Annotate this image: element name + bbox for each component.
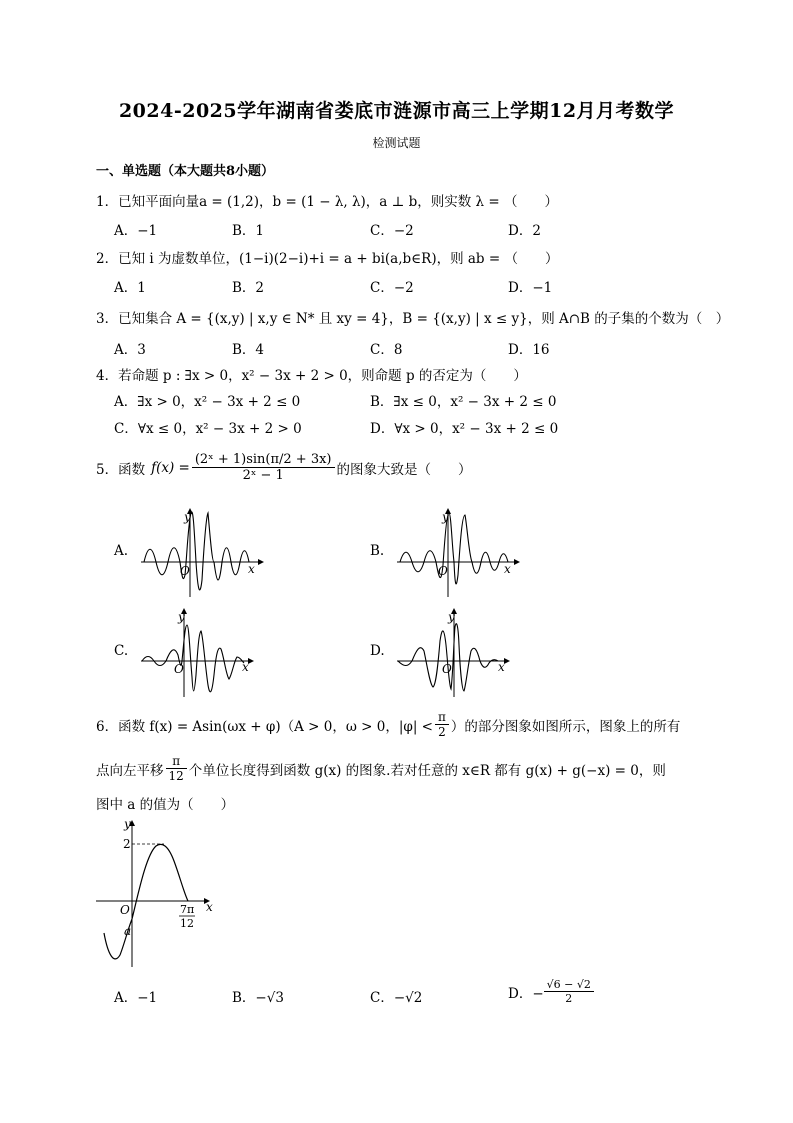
q6-line1-a: 6．函数 f(x) = Asin(ωx + φ)（A > 0，ω > 0，|φ| < (96, 718, 433, 735)
q6-line1-den: 2 (438, 725, 446, 739)
page-subtitle: 检测试题 (372, 136, 421, 150)
q5d-y-label: y (448, 610, 455, 624)
q6-line2-fraction (166, 754, 187, 783)
q5-suffix: 的图象大致是（ ） (336, 461, 472, 478)
q6-line2-num: π (166, 754, 187, 769)
q4-option-c: C．∀x ≤ 0，x² − 3x + 2 > 0 (114, 421, 302, 437)
q4-option-b: B．∃x ≤ 0，x² − 3x + 2 ≤ 0 (370, 394, 557, 410)
q6-option-d (508, 978, 594, 1005)
q6-option-d-den: 2 (565, 992, 573, 1005)
q5d-x-label: x (498, 660, 505, 674)
q5c-y-label: y (178, 610, 185, 624)
q6-option-c: C．−√2 (370, 990, 423, 1006)
q6-line1-num: π (435, 710, 449, 725)
q6-line2-b: 个单位长度得到函数 g(x) 的图象.若对任意的 x∈R 都有 g(x) + g(−x) = 0，则 (188, 762, 666, 779)
section-heading: 一、单选题（本大题共8小题） (96, 164, 275, 179)
q5c-origin: O (174, 662, 184, 676)
q6-a-label: a (124, 924, 132, 938)
q6-graph (92, 815, 222, 970)
q5-option-b-label: B. (370, 543, 385, 559)
q3-option-c: C．8 (370, 342, 403, 358)
q5b-x-label: x (504, 562, 511, 576)
q5-graph-a (136, 505, 266, 599)
question-1-text: 1．已知平面向量a = (1,2)，b = (1 − λ, λ)，a ⊥ b，则实数 λ = （ ） (96, 194, 558, 210)
question-2-text: 2．已知 i 为虚数单位，(1−i)(2−i)+i = a + bi(a,b∈R)，则 ab = （ ） (96, 251, 559, 267)
q6-peak-label: 2 (123, 837, 131, 851)
q5a-y-label: y (184, 510, 191, 524)
q5-denominator: 2ˣ − 1 (242, 468, 284, 483)
q2-option-c: C．−2 (370, 280, 414, 296)
q5-option-c-label: C. (114, 643, 129, 659)
q6-option-d-num: √6 − √2 (544, 978, 594, 992)
question-4-text: 4．若命题 p : ∃x > 0，x² − 3x + 2 > 0，则命题 p 的否定为（ ） (96, 368, 527, 384)
q6-y-label: y (124, 817, 131, 831)
q5-graph-d (392, 605, 522, 699)
q6-option-b: B．−√3 (232, 990, 284, 1006)
q5a-origin: O (180, 564, 190, 578)
q3-option-a: A．3 (114, 342, 146, 358)
q6-line2-den: 12 (168, 769, 184, 783)
q5-numerator: (2ˣ + 1)sin(π/2 + 3x) (192, 452, 335, 468)
q5-graph-c (136, 605, 266, 699)
question-5-text (96, 452, 472, 483)
q6-option-d-fraction (544, 978, 594, 1005)
q5-fraction (192, 452, 335, 483)
page-title: 2024-2025学年湖南省娄底市涟源市高三上学期12月月考数学 (118, 100, 675, 122)
q6-zero-den: 12 (180, 917, 194, 930)
q5-option-a-label: A. (114, 543, 129, 559)
q1-option-b: B．1 (232, 223, 265, 239)
q3-option-d: D．16 (508, 342, 550, 358)
q6-zero-num: 7π (180, 903, 195, 916)
q5b-y-label: y (442, 510, 449, 524)
q1-option-a: A．−1 (114, 223, 158, 239)
question-6-line-3: 图中 a 的值为（ ） (96, 797, 235, 813)
q4-option-d: D．∀x > 0，x² − 3x + 2 ≤ 0 (370, 421, 559, 437)
q6-origin: O (120, 903, 130, 917)
q5d-origin: O (442, 662, 452, 676)
q6-line2-a: 点向左平移 (96, 762, 164, 779)
q5-graph-b (392, 505, 522, 599)
q3-option-b: B．4 (232, 342, 265, 358)
q6-x-label: x (206, 900, 213, 914)
q6-line1-b: ）的部分图象如图所示，图象上的所有 (450, 718, 681, 735)
q6-option-d-prefix: D．− (508, 985, 544, 1002)
q6-option-a: A．−1 (114, 990, 158, 1006)
q6-line1-fraction (435, 710, 449, 739)
q4-option-a: A．∃x > 0，x² − 3x + 2 ≤ 0 (114, 394, 301, 410)
q5a-x-label: x (248, 562, 255, 576)
q2-option-d: D．−1 (508, 280, 553, 296)
question-6-line-2 (96, 754, 666, 783)
q5c-x-label: x (242, 660, 249, 674)
q2-option-b: B．2 (232, 280, 265, 296)
q5-option-d-label: D. (370, 643, 385, 659)
q5b-origin: O (438, 564, 448, 578)
q5-prefix: 5．函数 (96, 461, 146, 478)
question-6-line-1 (96, 710, 680, 739)
q1-option-d: D．2 (508, 223, 541, 239)
q5-lhs: f(x) = (151, 459, 190, 476)
q2-option-a: A．1 (114, 280, 146, 296)
q1-option-c: C．−2 (370, 223, 414, 239)
question-3-text: 3．已知集合 A = {(x,y) | x,y ∈ N* 且 xy = 4}，B = {(x,y) | x ≤ y}，则 A∩B 的子集的个数为（ ） (96, 311, 730, 327)
